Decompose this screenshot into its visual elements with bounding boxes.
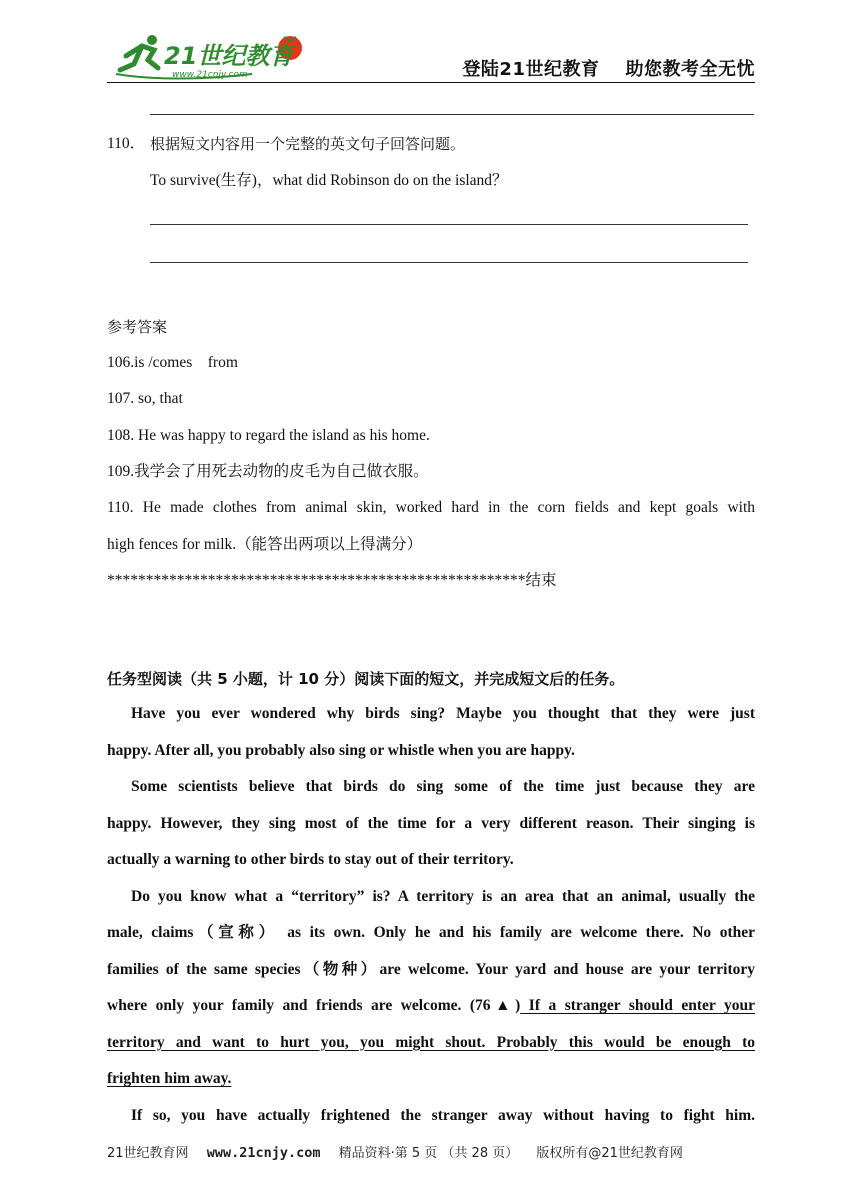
underlined-sentence: territory and want to hurt you, you might shout. Probably this would be enough to xyxy=(107,1033,755,1051)
slogan-right: 助您教考全无忧 xyxy=(625,59,755,80)
underlined-sentence: If a stranger should enter your xyxy=(520,997,755,1014)
site-logo xyxy=(112,30,312,82)
answer-110-line2: high fences for milk.（能答出两项以上得满分） xyxy=(107,536,423,553)
question-text: To survive(生存)，what did Robinson do on the island？ xyxy=(150,172,508,189)
logo-url: www.21cnjy.com xyxy=(172,70,248,80)
underlined-sentence: frighten him away. xyxy=(107,1070,232,1087)
footer-copyright: 版权所有@21世纪教育网 xyxy=(536,1146,683,1161)
end-marker: ******************************************************结束 xyxy=(107,572,557,589)
passage-text: where only your family and friends are welcome. (76▲) xyxy=(107,997,521,1014)
passage-line: actually a warning to other birds to stay out of their territory. xyxy=(107,851,514,868)
question-number: 110． xyxy=(107,135,146,152)
passage-line xyxy=(107,1061,755,1098)
answer-line xyxy=(150,224,748,225)
answer-line xyxy=(150,262,748,263)
passage-body xyxy=(107,696,755,1134)
header-slogan xyxy=(462,55,755,81)
page-footer xyxy=(107,1142,683,1161)
passage-line: Have you ever wondered why birds sing? Maybe you thought that they were just xyxy=(131,705,755,722)
logo-graphic xyxy=(112,30,312,82)
answer-107: 107. so, that xyxy=(107,390,183,407)
answer-110-line1: 110. He made clothes from animal skin, worked hard in the corn fields and kept goals with xyxy=(107,499,755,516)
question-prompt: 根据短文内容用一个完整的英文句子回答问题。 xyxy=(150,135,466,153)
section-title: 任务型阅读（共 5 小题，计 10 分）阅读下面的短文，并完成短文后的任务。 xyxy=(107,670,625,688)
passage-line: families of the same species（物种）are welcome. Your yard and house are your territory xyxy=(107,960,755,978)
footer-url[interactable]: www.21cnjy.com xyxy=(206,1145,321,1161)
passage-line: If so, you have actually frightened the stranger away without having to fight him. xyxy=(131,1106,755,1124)
answer-106: 106.is /comes from xyxy=(107,354,238,371)
passage-line: happy. After all, you probably also sing or whistle when you are happy. xyxy=(107,741,575,759)
passage-line: Do you know what a “territory” is? A territory is an area that an animal, usually the xyxy=(131,887,755,905)
answer-109: 109.我学会了用死去动物的皮毛为自己做衣服。 xyxy=(107,463,429,480)
footer-page-info: 精品资料·第 5 页 （共 28 页） xyxy=(338,1146,519,1161)
answer-line xyxy=(150,114,754,115)
passage-line: Some scientists believe that birds do sing some of the time just because they are xyxy=(131,778,755,795)
passage-line: happy. However, they sing most of the time for a very different reason. Their singing is xyxy=(107,814,755,832)
passage-line xyxy=(107,988,755,1025)
slogan-left: 登陆21世纪教育 xyxy=(462,59,600,80)
answers-heading: 参考答案 xyxy=(107,318,168,336)
footer-site-name: 21世纪教育网 xyxy=(107,1146,189,1161)
answer-108: 108. He was happy to regard the island as his home. xyxy=(107,427,430,444)
logo-text: 21世纪教育 xyxy=(164,42,294,70)
passage-line: male, claims（宣称） as its own. Only he and his family are welcome there. No other xyxy=(107,924,755,941)
header-divider xyxy=(107,82,755,83)
